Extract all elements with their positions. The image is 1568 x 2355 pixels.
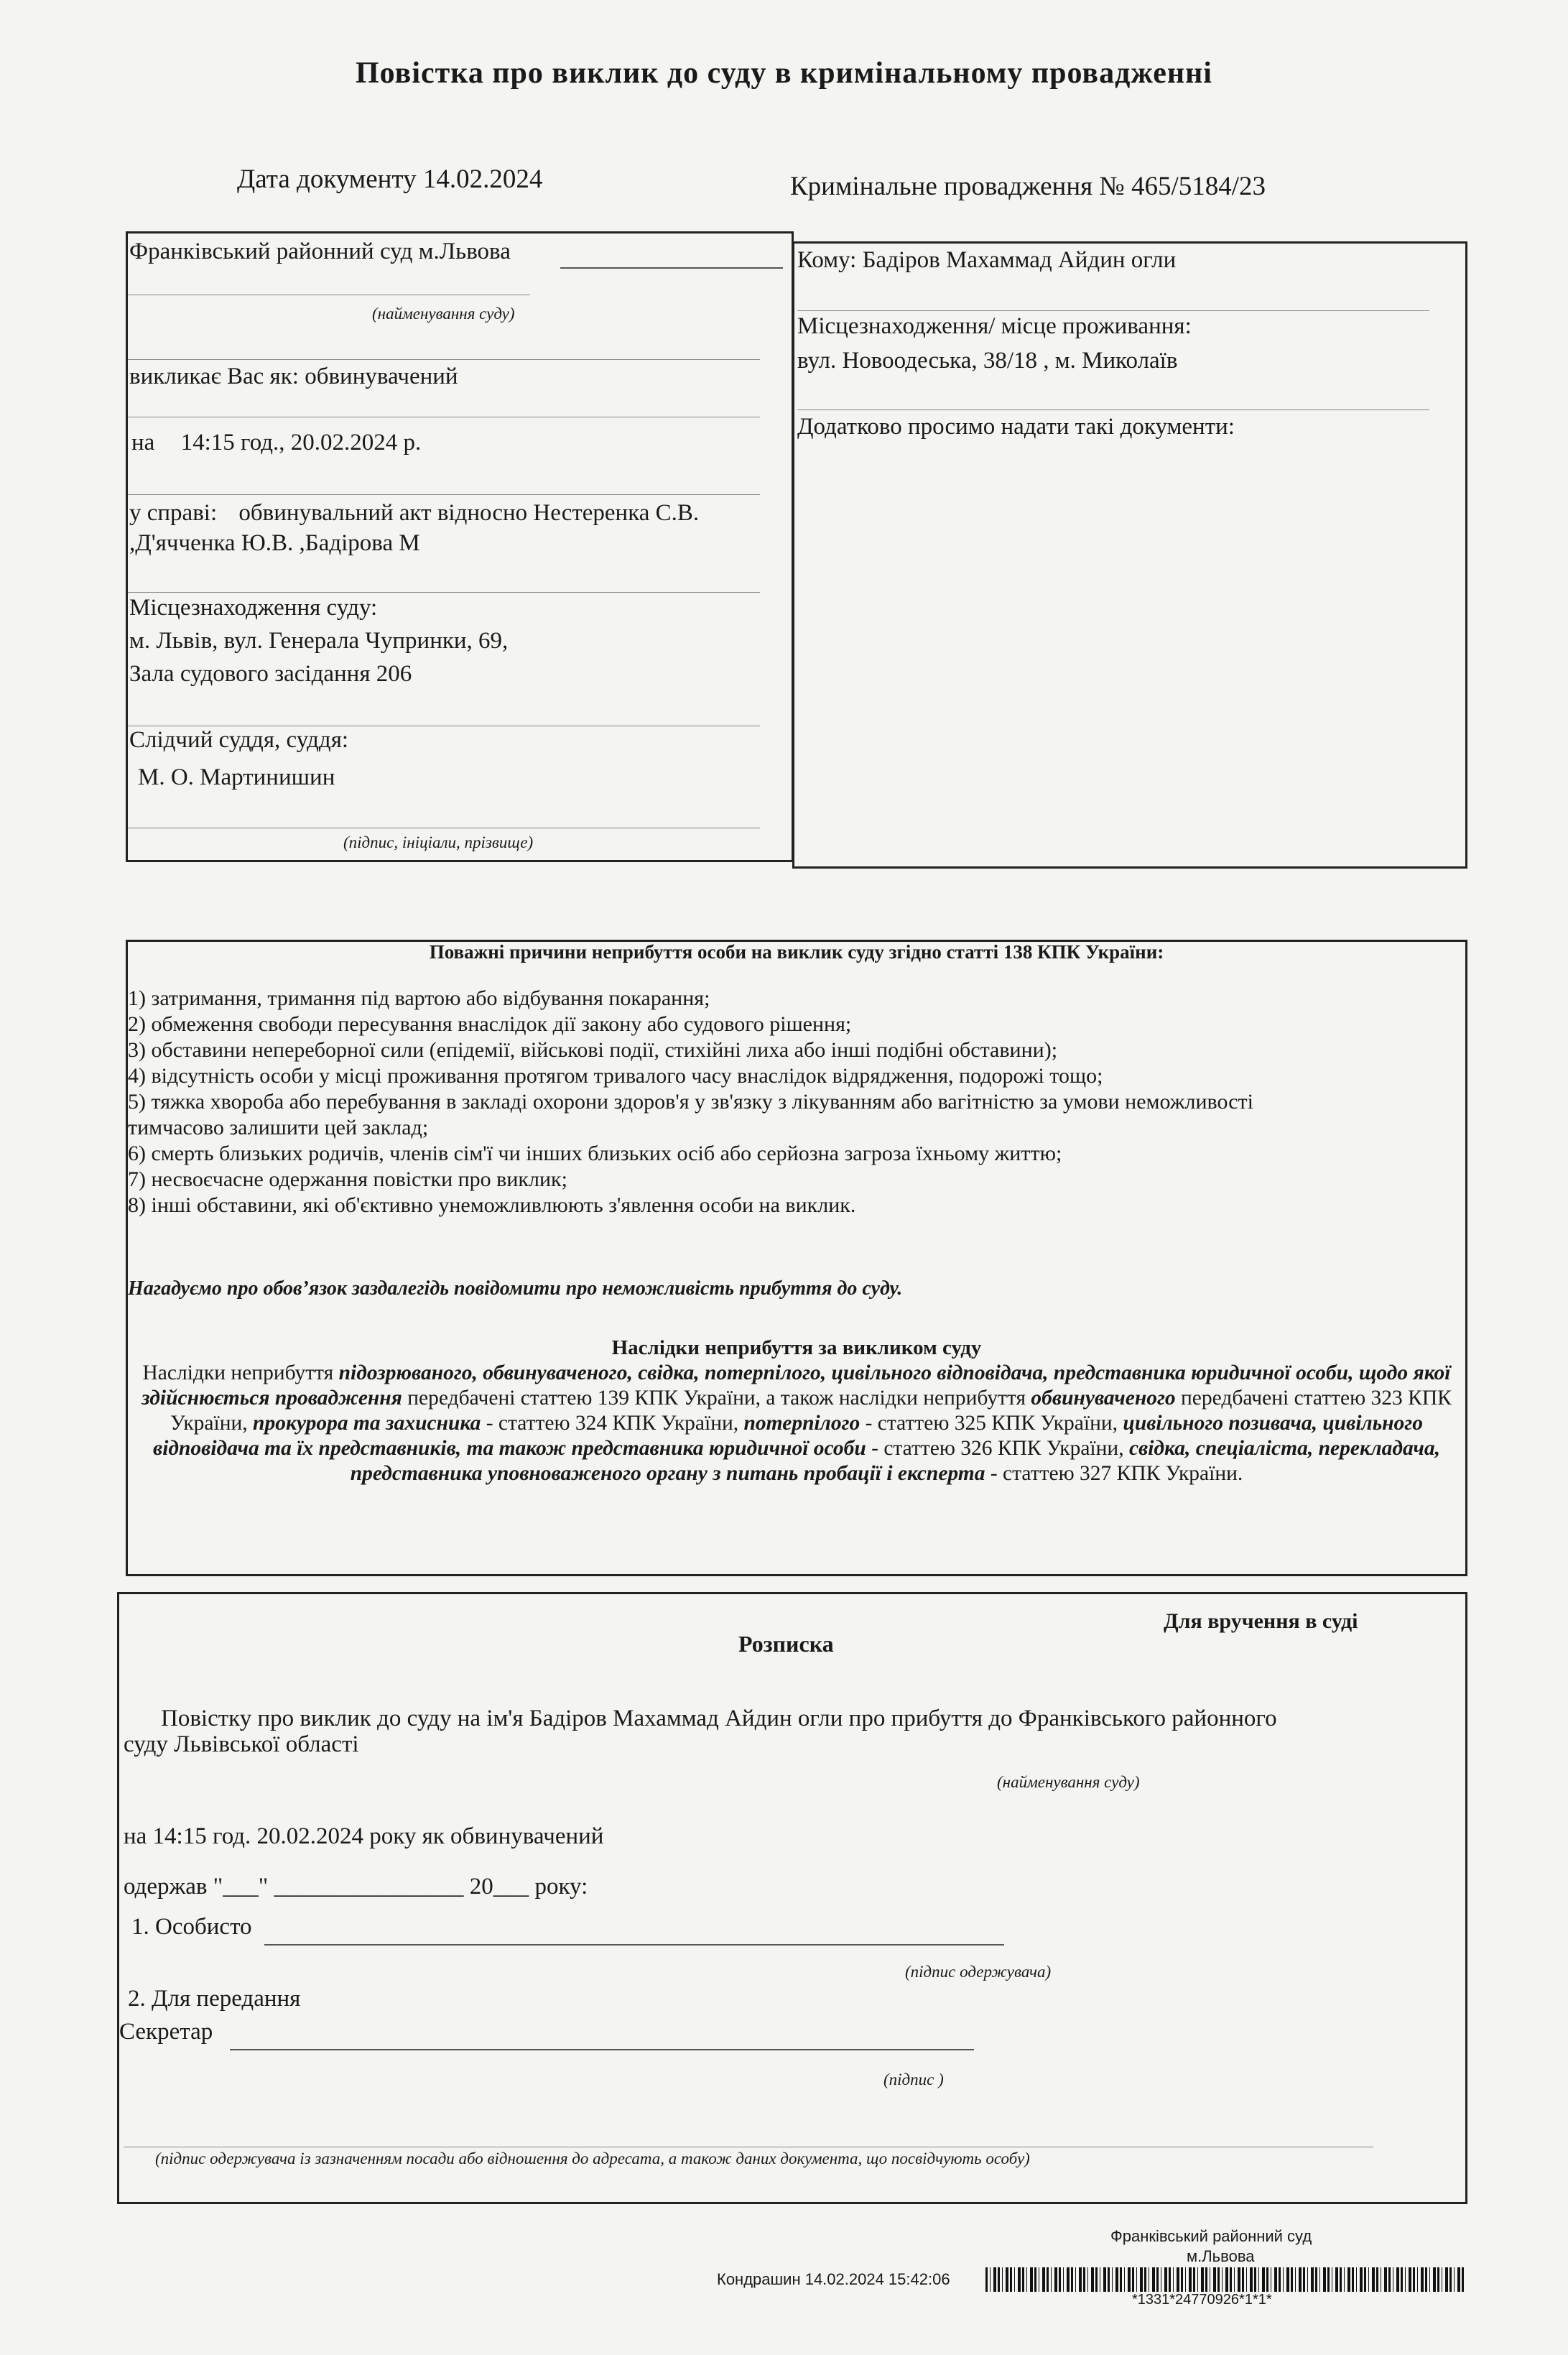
- documents-request: Додатково просимо надати такі документи:: [797, 414, 1235, 440]
- receipt-transfer-label: 2. Для передання: [128, 1986, 301, 2012]
- hearing-time-value: 14:15 год., 20.02.2024 р.: [180, 430, 422, 455]
- case-line1: обвинувальний акт відносно Нестеренка С.В.: [238, 500, 700, 526]
- secretary-sign-caption: (підпис ): [883, 2071, 944, 2088]
- reminder-note: Нагадуємо про обов’язок заздалегідь повідомити про неможливість прибуття до суду.: [128, 1277, 903, 1300]
- footer-stamp: Кондрашин 14.02.2024 15:42:06: [717, 2270, 950, 2288]
- secretary-signature-line: [230, 2049, 974, 2050]
- recipient-name: [797, 244, 1176, 276]
- reason-item: 5) тяжка хвороба або перебування в закладі охорони здоров'я у зв'язку з лікуванням або вагітністю за умови неможливості: [128, 1090, 1253, 1114]
- reasons-list: [128, 986, 1253, 1218]
- recipient-label: Кому:: [797, 247, 857, 273]
- consequences-segment: - статтею 326 КПК України,: [866, 1437, 1129, 1460]
- personally-signature-line: [264, 1944, 1004, 1945]
- recipient-sign-caption: (підпис одержувача): [905, 1963, 1052, 1981]
- consequences-segment: - статтею 327 КПК України.: [985, 1462, 1243, 1485]
- court-location-line2: Зала судового засідання 206: [129, 661, 412, 687]
- reason-item: 6) смерть близьких родичів, членів сім'ї чи інших близьких осіб або серйозна загроза їхньому життю;: [128, 1142, 1062, 1165]
- barcode: [985, 2267, 1465, 2292]
- consequences-segment: - статтею 325 КПК України,: [860, 1412, 1123, 1435]
- receipt-corner-label: Для вручення в суді: [1164, 1609, 1358, 1633]
- receipt-heading: Розписка: [738, 1631, 834, 1657]
- consequences-segment: передбачені статтею 139 КПК України, а також наслідки неприбуття: [402, 1387, 1031, 1410]
- case-number-value: 465/5184/23: [1131, 172, 1266, 201]
- consequences-segment: передбачені статтею 323 КПК України,: [170, 1387, 1452, 1435]
- case-number: [790, 171, 1266, 202]
- court-location-line1: м. Львів, вул. Генерала Чупринки, 69,: [129, 628, 509, 654]
- summons-role-value: обвинувачений: [305, 364, 458, 389]
- consequences-segment: - статтею 324 КПК України,: [481, 1412, 744, 1435]
- footer-court-line2: м.Львова: [1187, 2247, 1255, 2265]
- summons-role: [129, 361, 458, 392]
- reason-item: 3) обставини непереборної сили (епідемії, військові події, стихійні лиха або інші подібні обставини);: [128, 1038, 1058, 1062]
- receipt-received-line: одержав "___" ________________ 20___ року:: [124, 1874, 588, 1900]
- reasons-heading: Поважні причини неприбуття особи на виклик суду згідно статті 138 КПК України:: [429, 941, 1164, 963]
- consequences-segment: обвинуваченого: [1031, 1387, 1176, 1410]
- consequences-text: [129, 1361, 1464, 1486]
- reason-item: 7) несвоєчасне одержання повістки про виклик;: [128, 1167, 567, 1191]
- signature-caption: (підпис, ініціали, прізвище): [343, 833, 534, 851]
- receipt-secretary-label: Секретар: [119, 2019, 213, 2045]
- consequences-segment: потерпілого: [743, 1412, 860, 1435]
- consequences-segment: цивільного позивача, цивільного відповідача та їх представників, та також представника юридичної особи: [153, 1412, 1423, 1460]
- barcode-text: *1331*24770926*1*1*: [1132, 2292, 1272, 2308]
- case-number-label: Кримінальне провадження №: [790, 172, 1125, 201]
- hearing-time: [131, 427, 421, 458]
- judge-name: М. О. Мартинишин: [138, 764, 335, 790]
- receipt-personally-label: 1. Особисто: [131, 1914, 252, 1940]
- receipt-line2: суду Львівської області: [124, 1731, 359, 1757]
- reason-item: 4) відсутність особи у місці проживання протягом тривалого часу внаслідок відрядження, подорожі тощо;: [128, 1064, 1103, 1088]
- document-date-value: 14.02.2024: [422, 165, 543, 194]
- consequences-segment: прокурора та захисника: [253, 1412, 481, 1435]
- consequences-heading: Наслідки неприбуття за викликом суду: [611, 1336, 982, 1359]
- receipt-line1: Повістку про виклик до суду на ім'я Бадіров Махаммад Айдин огли про прибуття до Франківського районного: [161, 1706, 1277, 1731]
- consequences-segment: Наслідки неприбуття: [142, 1361, 339, 1384]
- residence-value: вул. Новоодеська, 38/18 , м. Миколаїв: [797, 348, 1178, 374]
- court-location-label: Місцезнаходження суду:: [129, 595, 378, 621]
- reason-item: 2) обмеження свободи пересування внаслідок дії закону або судового рішення;: [128, 1012, 852, 1036]
- document-date-label: Дата документу: [237, 165, 417, 194]
- receipt-court-caption: (найменування суду): [997, 1773, 1140, 1791]
- case-description: [129, 497, 699, 529]
- document-date: [237, 164, 542, 195]
- case-label: у справі:: [129, 500, 218, 526]
- document-title: Повістка про виклик до суду в кримінальному провадженні: [356, 57, 1212, 90]
- receipt-time-line: на 14:15 год. 20.02.2024 року як обвинувачений: [124, 1823, 604, 1849]
- case-rule: [128, 494, 760, 495]
- recipient-value: Бадіров Махаммад Айдин огли: [862, 247, 1177, 273]
- judge-label: Слідчий суддя, суддя:: [129, 727, 349, 753]
- court-name-caption: (найменування суду): [372, 305, 515, 323]
- court-name-underline: [560, 267, 783, 269]
- hearing-time-label: на: [131, 430, 155, 455]
- footer-court-line1: Франківський районний суд: [1110, 2227, 1312, 2245]
- reason-item: тимчасово залишити цей заклад;: [128, 1116, 429, 1139]
- consequences-segment: свідка, спеціаліста, перекладача, представника уповноваженого органу з питань пробації і експерта: [350, 1437, 1440, 1485]
- reason-item: 1) затримання, тримання під вартою або відбування покарання;: [128, 986, 710, 1010]
- case-line2: ,Д'ячченка Ю.В. ,Бадірова М: [129, 530, 420, 556]
- summons-role-label: викликає Вас як:: [129, 364, 299, 389]
- receipt-bottom-caption: (підпис одержувача із зазначенням посади або відношення до адресата, а також даних документа, що посвідчують особу): [155, 2150, 1030, 2167]
- court-name: Франківський районний суд м.Львова: [129, 239, 511, 264]
- summons-rule: [128, 359, 760, 360]
- consequences-segment: підозрюваного, обвинуваченого, свідка, потерпілого, цивільного відповідача, представника юридичної особи, щодо якої здійснюється провадження: [142, 1361, 1451, 1410]
- residence-label: Місцезнаходження/ місце проживання:: [797, 313, 1192, 339]
- reason-item: 8) інші обставини, які об'єктивно унеможливлюють з'явлення особи на виклик.: [128, 1193, 856, 1217]
